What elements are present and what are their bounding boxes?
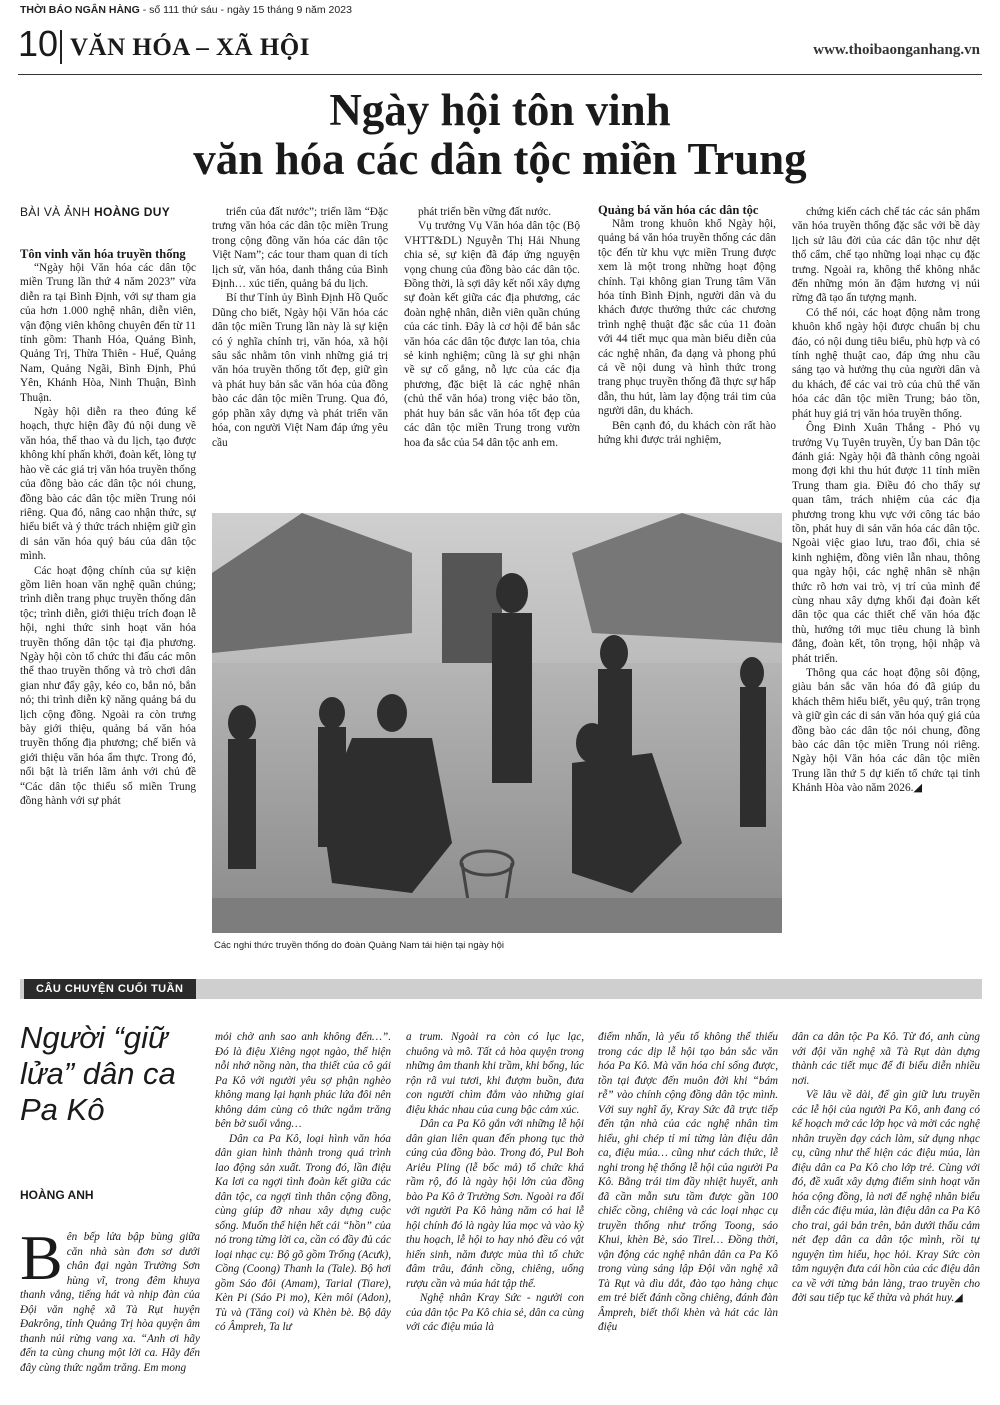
story-author: HOÀNG ANH xyxy=(20,1188,94,1202)
header-rule xyxy=(18,74,982,75)
issue-info: - số 111 thứ sáu - ngày 15 tháng 9 năm 2023 xyxy=(139,4,352,16)
website-link[interactable]: www.thoibaonganhang.vn xyxy=(813,42,980,58)
story-column-5 xyxy=(792,1030,980,1400)
masthead-line xyxy=(20,4,352,16)
story-paragraph: Dân ca Pa Kô gắn với những lễ hội dân gian liên quan đến phong tục thờ cúng của đồng bào. Trong đó, Pul Boh Ariêu Pling (lễ bốc mả) tổ chức khá rầm rộ, đó là ngày hội lớn của đồng bào Pa Kô ở Trường Sơn. Ngoài ra đối với người Pa Kô hàng năm có hai lễ hội chính đó là ngày lúa mọc và vào kỳ thu hoạch, lễ hội to hay nhỏ đều có vật hiến sinh, năm được mùa thì tổ chức đâm trâu, đánh cồng, chiêng, uống rượu cần và múa hát tập thể. xyxy=(406,1118,584,1290)
page-number: 10 xyxy=(18,23,59,64)
story-column-3 xyxy=(406,1030,584,1400)
section-title: VĂN HÓA – XÃ HỘI xyxy=(70,34,310,61)
paragraph: Ngày hội diễn ra theo đúng kế hoạch, thực hiện đầy đủ nội dung về văn hóa, thể thao và du lịch, tạo được không khí phấn khởi, đoàn kết, lòng tự hào về các giá trị văn hóa truyền thống của đồng bào các dân tộc nói chung, đồng bào các dân tộc miền Trung nói riêng. Qua đó, nâng cao nhận thức, sự hiểu biết và ý thức trách nhiệm giữ gìn di sản văn hóa quý báu của dân tộc mình. xyxy=(20,406,196,563)
article-column-4 xyxy=(598,203,776,505)
paragraph: Có thể nói, các hoạt động nằm trong khuôn khổ ngày hội được chuẩn bị chu đáo, có nội dung tiêu biểu, phù hợp và có tính nghệ thuật cao, đáp ứng nhu cầu sáng tạo và hưởng thụ của người dân và du khách, để các vai trò của chủ thể văn hóa các dân tộc miền Trung; bảo tồn, phát huy giá trị văn hóa truyền thống. xyxy=(792,306,980,420)
story-paragraph: mỏi chờ anh sao anh không đến…”. Đó là điệu Xiêng ngọt ngào, thể hiện nỗi nhớ nồng nàn, tha thiết của cô gái Pa Kô với người yêu sợ phận nghèo không mang lại hạnh phúc lứa đôi nên không dám cùng cô thức ngắm trăng bên bờ suối vắng… xyxy=(215,1031,391,1130)
story-paragraph: Về lâu về dài, để gìn giữ lưu truyền các lễ hội của người Pa Kô, anh đang có kế hoạch mở các lớp học và mời các nghệ nhân truyền dạy cách làm, sử dụng nhạc cụ, cũng như thể hiện các điệu múa, làn điệu dân ca Pa Kô cho lớp trẻ. Cùng với đó, đề xuất xây dựng điểm sinh hoạt văn hóa cộng đồng, là nơi để nghệ nhân biểu diễn các điệu múa, làn điệu dân ca Pa Kô cho trai, gái bản trên, bản dưới thấu cảm nét đẹp dân ca dân tộc mình, rồi tự nguyện tìm hiểu, học hỏi. Kray Sức còn tâm nguyện đưa cái hồn của các điệu dân ca về với từng bản làng, trao truyền cho đời sau tiếp tục kế thừa và phát huy.◢ xyxy=(792,1089,980,1304)
story-column-4 xyxy=(598,1030,778,1400)
paragraph: Vụ trưởng Vụ Văn hóa dân tộc (Bộ VHTT&DL) Nguyễn Thị Hải Nhung chia sẻ, sự kiện đã đáp ứng nguyện vọng chung của đồng bào các dân tộc. Đồng thời, là sợi dây kết nối xây dựng sự đoàn kết giữa các địa phương, các đoàn nghệ nhân, diễn viên quần chúng của các tỉnh. Đây là cơ hội để bản sắc văn hóa các dân tộc được lan tỏa, chia sẻ kinh nghiệm; cũng là sự ghi nhận về sự cố gắng, nỗ lực của các địa phương, đặc biệt là các nghệ nhân (chủ thể văn hóa) trong việc bảo tồn, phát huy bản sắc văn hóa tốt đẹp của các dân tộc miền Trung trong vườn hoa đa sắc của 54 dân tộc anh em. xyxy=(404,220,580,449)
story-paragraph: ên bếp lửa bập bùng giữa căn nhà sàn đơn sơ dưới chân đại ngàn Trường Sơn hùng vĩ, trong đêm khuya thanh vắng, tiếng hát và nhịp đàn của Đội văn nghệ xã Tà Rụt huyện Đakrông, tỉnh Quảng Trị hòa quyện âm thanh núi rừng vang xa. “Anh ơi hãy đến ta cùng chung một lời ca. Hãy đến đây cùng thức ngắm trăng. Em mong xyxy=(20,1231,200,1374)
byline xyxy=(20,205,170,219)
paragraph: Các hoạt động chính của sự kiện gồm liên hoan văn nghệ quần chúng; trình diễn trang phục truyền thống dân tộc; trình diễn, giới thiệu trích đoạn lễ hội, nghi thức sinh hoạt văn hóa truyền thống dân tộc tại địa phương. Ngày hội còn tổ chức thi đấu các môn thể thao truyền thống và trò chơi dân gian như đẩy gậy, kéo co, bắn nỏ, bắn nỏ; thi trình diễn kỹ năng quảng bá du lịch cộng đồng. Ngoài ra còn trưng bày giới thiệu, quảng bá văn hóa truyền thống địa phương; chế biến và giới thiệu văn hóa ẩm thực. Trong đó, nổi bật là triển lãm ảnh với chủ đề “Các dân tộc thiểu số miền Trung đồng hành với sự phát xyxy=(20,564,196,808)
story-column-1 xyxy=(20,1230,200,1400)
article-column-3 xyxy=(404,205,580,505)
story-paragraph: a trum. Ngoài ra còn có lục lạc, chuông và mõ. Tất cả hòa quyện trong những âm thanh khi trầm, khi bổng, lúc rộn rã vui tươi, khi đượm buồn, đưa con người chìm đắm vào những giai điệu khác nhau của cung bậc cảm xúc. xyxy=(406,1031,584,1116)
article-column-1 xyxy=(20,247,196,969)
story-paragraph: Nghệ nhân Kray Sức - người con của dân tộc Pa Kô chia sẻ, dân ca cùng với các điệu múa là xyxy=(406,1292,584,1333)
story-column-2 xyxy=(215,1030,391,1400)
story-title: Người “giữ lửa” dân ca Pa Kô xyxy=(20,1020,176,1127)
paper-name: THỜI BÁO NGÂN HÀNG xyxy=(20,4,140,16)
byline-name: HOÀNG DUY xyxy=(94,205,171,219)
paragraph: “Ngày hội Văn hóa các dân tộc miền Trung lần thứ 4 năm 2023” vừa diễn ra tại Bình Định, với sự tham gia của hơn 1.000 nghệ nhân, diễn viên, vận động viên không chuyên đến từ 11 tỉnh gồm: Thanh Hóa, Quảng Bình, Quảng Trị, Thừa Thiên - Huế, Quảng Nam, Quảng Ngãi, Bình Định, Phú Yên, Khánh Hòa, Ninh Thuận, Bình Thuận. xyxy=(20,262,196,404)
paragraph: Bên cạnh đó, du khách còn rất hào hứng khi được trải nghiệm, xyxy=(598,419,776,447)
story-paragraph: Dân ca Pa Kô, loại hình văn hóa dân gian hình thành trong quá trình lao động sản xuất. Trong đó, lần điệu Ka lơi ca ngợi tình đoàn kết giữa các dân tộc, ca ngợi tình thân cộng đồng, cùng giúp đỡ nhau xây dựng cuộc sống. Muốn thể hiện hết cái “hồn” của nó trong từng lời ca, cần có đầy đủ các loại nhạc cụ: Bộ gõ gồm Trống (Acưk), Cồng (Coong) Thanh la (Tale). Bộ hơi gồm Sáo đôi (Amam), Tarial (Tiare), Kèn Pi (Sáo Pi mo), Kèn môi (Adon), Tù và (Tăng coi) và Khèn bè. Bộ dây có Âmpreh, Ta lư xyxy=(215,1132,391,1333)
drop-cap: B xyxy=(20,1230,63,1293)
paragraph: Thông qua các hoạt động sôi động, giàu bản sắc văn hóa đó đã giúp du khách thêm hiểu biết, yêu quý, trân trọng và giữ gìn các di sản văn hóa quý giá của đồng bào các dân tộc nói chung, đồng bào các dân tộc miền Trung nói riêng. Ngày hội Văn hóa các dân tộc miền Trung lần thứ 5 dự kiến tổ chức tại tỉnh Khánh Hòa vào năm 2026.◢ xyxy=(792,667,980,795)
paragraph: Nằm trong khuôn khổ Ngày hội, quảng bá văn hóa truyền thống các dân tộc đến từ khu vực miền Trung được xem là một trong những hoạt động chính. Tại không gian Trung tâm Văn hóa tỉnh Bình Định, người dân và du khách được thưởng thức các chương trình nghệ thuật đặc sắc của 11 đoàn với 44 tiết mục qua màn biểu diễn của các nghệ nhân, đa dạng và phong phú cả về nội dung và hình thức trong trang phục truyền thống đã thực sự hấp dẫn, thu hút, làm lay động trái tim của người dân, du khách. xyxy=(598,218,776,418)
byline-prefix: BÀI VÀ ẢNH xyxy=(20,205,94,219)
paragraph: triển của đất nước”; triển lãm “Đặc trưng văn hóa các dân tộc miền Trung trong cộng đồng văn hóa các dân tộc Việt Nam”; các tour tham quan di tích lịch sử, văn hóa, danh thắng của Bình Định… xúc tiến, quảng bá du lịch. xyxy=(212,206,388,291)
headline-line-1: Ngày hội tôn vinh xyxy=(329,85,671,135)
subheading-1: Tôn vinh văn hóa truyền thống xyxy=(20,247,186,261)
story-paragraph: điểm nhấn, là yếu tố không thể thiếu trong các dịp lễ hội tạo bản sắc văn hóa Pa Kô. Mà văn hóa chỉ sống được, tồn tại được đến muôn đời khi “bám rễ” vào chính cộng đồng dân tộc mình. Với suy nghĩ ấy, Kray Sức đã trực tiếp đến tận nhà của các nghệ nhân tìm hiểu, ghi chép tỉ mỉ từng làn điệu dân ca, điệu múa… cũng như cách thức, lễ nghi trong hệ thống lễ hội của người Pa Kô. Bằng trái tim đầy nhiệt huyết, anh đã cần mẫn sưu tầm được gần 100 chiếc cồng, chiêng và các loại nhạc cụ truyền thống như trống Toong, sáo Khui, khèn Bè, sáo Tirel… Đồng thời, vận động các nghệ nhân dân ca Pa Kô trong vùng sáng lập Đội văn nghệ xã Tà Rụt và dìu dắt, đào tạo hàng chục em trẻ biết đánh cồng chiêng, đánh đàn Âmpreh, biết thổi khèn và hát các làn điệu xyxy=(598,1031,778,1333)
subheading-2: Quảng bá văn hóa các dân tộc xyxy=(598,203,759,217)
paragraph: Bí thư Tỉnh ủy Bình Định Hồ Quốc Dũng cho biết, Ngày hội Văn hóa các dân tộc miền Trung lần này là sự kiện có ý nghĩa chính trị, văn hóa, xã hội sâu sắc nhằm tôn vinh những giá trị văn hóa truyền thống tốt đẹp, giữ gìn và phát huy bản sắc văn hóa của đồng bào các dân tộc miền Trung. Qua đó, góp phần xây dựng và phát triển văn hóa, con người Việt Nam đáp ứng yêu cầu xyxy=(212,292,388,449)
photo-caption: Các nghi thức truyền thống do đoàn Quảng Nam tái hiện tại ngày hội xyxy=(214,940,504,951)
paragraph: phát triển bền vững đất nước. xyxy=(418,206,552,218)
headline-line-2: văn hóa các dân tộc miền Trung xyxy=(193,133,807,184)
article-column-5 xyxy=(792,205,980,969)
story-paragraph: dân ca dân tộc Pa Kô. Từ đó, anh cùng với đội văn nghệ xã Tà Rụt dàn dựng thành các tiết mục để đi biểu diễn nhiều nơi. xyxy=(792,1031,980,1087)
article-column-2 xyxy=(212,205,388,505)
paragraph: Ông Đinh Xuân Thắng - Phó vụ trưởng Vụ Tuyên truyền, Ủy ban Dân tộc đánh giá: Ngày hội đã thành công ngoài mong đợi khi thu hút được 11 tỉnh miền Trung tham gia. Điều đó cho thấy sự quan tâm, trách nhiệm của các địa phương trong khu vực với công tác bảo tồn, phát huy di sản văn hóa các dân tộc. Ngoài việc giao lưu, trao đổi, chia sẻ kinh nghiệm, đồng viên lẫn nhau, thông qua ngày hội, các nghệ nhân sẽ nhận thức rõ hơn vai trò, vị trí của mình để cùng nhau xây dựng khối đại đoàn kết dân tộc qua các thiết chế văn hóa đặc thù, hướng tới mục tiêu chung là bình đẳng, đoàn kết, tôn trọng, hội nhập và phát triển. xyxy=(792,422,980,665)
article-headline xyxy=(20,86,980,183)
article-photo xyxy=(212,513,782,933)
paragraph: chứng kiến cách chế tác các sản phẩm văn hóa truyền thống đặc sắc với bề dày lịch sử lâu đời của các dân tộc như dệt thổ cẩm, chế tạo những loại nhạc cụ đặc trưng. Ngoài ra, không thể không nhắc đến những món ăn đậm hương vị núi rừng đã tạo ấn tượng mạnh. xyxy=(792,206,980,305)
festival-photo-illustration xyxy=(212,513,782,933)
header-divider xyxy=(60,30,62,64)
section-band-label: CÂU CHUYỆN CUỐI TUẦN xyxy=(24,979,196,999)
